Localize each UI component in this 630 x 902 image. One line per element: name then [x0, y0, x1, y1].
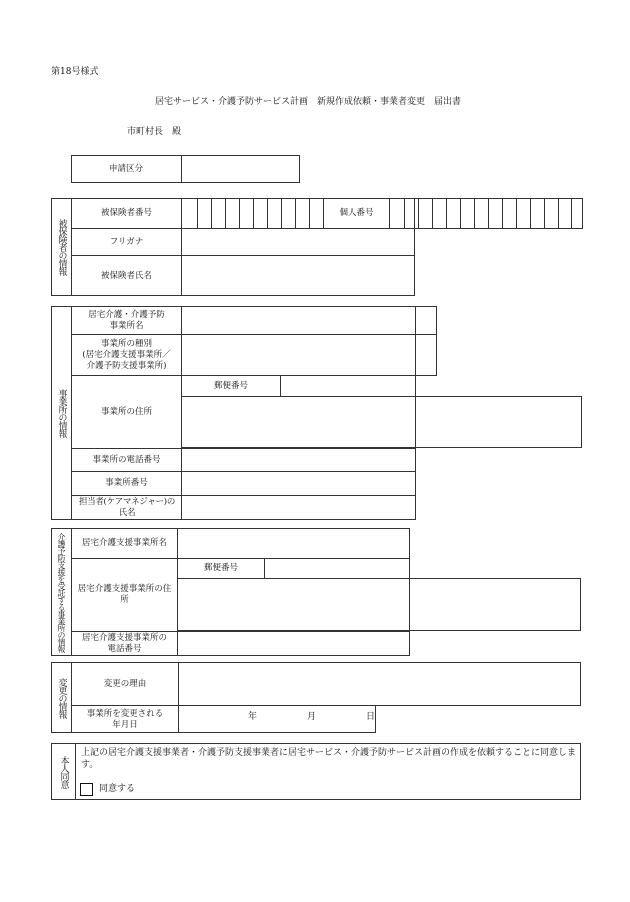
month-label: 月	[307, 712, 317, 722]
office-phone-label: 事業所の電話番号	[92, 454, 161, 465]
change-date-label: 事業所を変更される 年月日	[86, 708, 164, 730]
insured-number-field[interactable]	[182, 199, 323, 228]
care-manager-field[interactable]	[182, 496, 415, 519]
care-manager-label: 担当者(ケアマネジャー)の 氏名	[78, 497, 176, 518]
entrusted-phone-field[interactable]	[178, 632, 409, 655]
entrusted-name-label: 居宅介護支援事業所名	[81, 538, 167, 548]
office-name-label: 居宅介護・介護予防 事業所名	[88, 309, 165, 331]
office-phone-field[interactable]	[182, 449, 415, 471]
entrusted-section-label: 介護予防支援を受託する事業所の情報	[57, 532, 66, 652]
office-section-label: 事業所の情報	[56, 389, 67, 437]
office-number-label: 事業所番号	[105, 478, 148, 488]
insured-number-label: 被保険者番号	[100, 208, 152, 218]
office-address-label: 事業所の住所	[100, 406, 152, 417]
entrusted-phone-label: 居宅介護支援事業所の 電話番号	[81, 633, 167, 654]
office-number-field[interactable]	[182, 472, 415, 495]
office-type-label: 事業所の種別 (居宅介護支援事業所／ 介護予防支援事業所)	[82, 338, 171, 371]
insured-name-label: 被保険者氏名	[100, 270, 152, 281]
application-type-label: 申請区分	[108, 163, 143, 174]
change-reason-field[interactable]	[179, 663, 580, 705]
addressee: 市町村長 殿	[127, 127, 182, 137]
consent-text: 上記の居宅介護支援事業者・介護予防支援事業者に居宅サービス・介護予防サービス計画の作成を依頼することに同意します。	[81, 748, 577, 770]
day-label: 日	[366, 712, 376, 722]
year-label: 年	[248, 712, 258, 722]
change-section-label: 変更の情報	[56, 677, 67, 718]
office-postal-label: 郵便番号	[213, 380, 248, 391]
office-name-field[interactable]	[182, 307, 436, 334]
office-type-field[interactable]	[182, 335, 436, 375]
office-postal-field[interactable]	[281, 376, 415, 396]
furigana-field[interactable]	[182, 229, 414, 255]
personal-number-label: 個人番号	[339, 208, 374, 218]
consent-section-label: 本人同意	[58, 755, 69, 788]
entrusted-postal-label: 郵便番号	[203, 563, 238, 573]
change-reason-label: 変更の理由	[103, 678, 147, 689]
personal-number-field[interactable]	[390, 199, 582, 228]
furigana-label: フリガナ	[109, 236, 144, 247]
entrusted-address-field[interactable]	[178, 579, 580, 630]
entrusted-address-label: 居宅介護支援事業所の住 所	[77, 584, 172, 605]
insured-name-field[interactable]	[182, 256, 414, 295]
office-address-field[interactable]	[182, 397, 581, 447]
change-date-field[interactable]	[179, 706, 375, 733]
consent-checkbox[interactable]	[80, 783, 93, 796]
entrusted-name-field[interactable]	[178, 529, 409, 558]
consent-checkbox-label: 同意する	[99, 784, 136, 794]
form-number: 第18号様式	[51, 67, 99, 77]
page-title: 居宅サービス・介護予防サービス計画 新規作成依頼・事業者変更 届出書	[155, 97, 462, 107]
application-type-field[interactable]	[182, 156, 299, 182]
insured-section-label: 被保険者の情報	[56, 219, 67, 275]
entrusted-postal-field[interactable]	[265, 559, 409, 578]
